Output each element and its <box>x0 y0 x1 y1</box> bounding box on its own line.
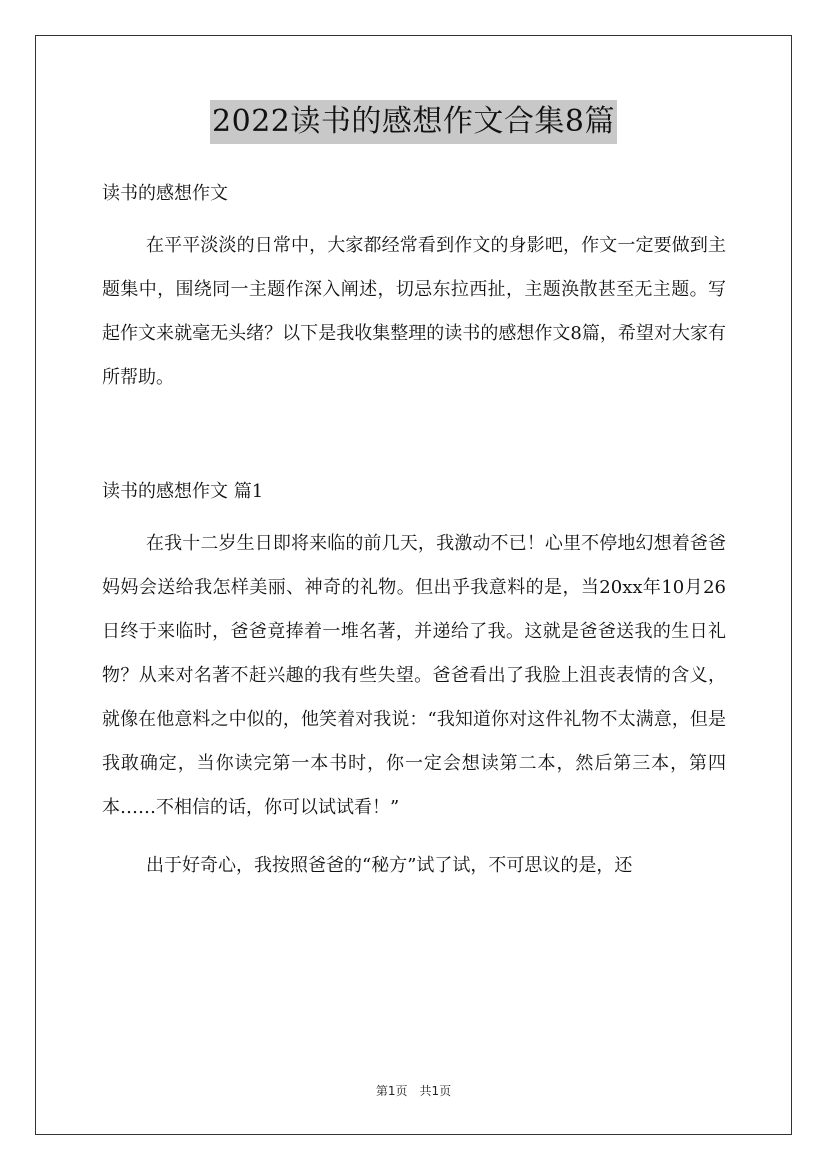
page-number: 第1页 <box>375 1084 408 1098</box>
page-footer <box>0 1082 827 1099</box>
spacer <box>102 514 726 522</box>
section-1-paragraph-1: 在我十二岁生日即将来临的前几天，我激动不已！心里不停地幻想着爸爸妈妈会送给我怎样美丽、神奇的礼物。但出乎我意料的是，当20xx年10月26日终于来临时，爸爸竟捧着一堆名著，并递给了我。这就是爸爸送我的生日礼物？从来对名著不赶兴趣的我有些失望。爸爸看出了我脸上沮丧表情的含义，就像在他意料之中似的，他笑着对我说：“我知道你对这件礼物不太满意，但是我敢确定，当你读完第一本书时，你一定会想读第二本，然后第三本，第四本……不相信的话，你可以试试看！” <box>102 533 726 818</box>
section-1-paragraph-2: 出于好奇心，我按照爸爸的“秘方”试了试，不可思议的是，还 <box>146 855 633 876</box>
document-title <box>0 100 827 144</box>
spacer <box>102 836 726 844</box>
section-heading-intro: 读书的感想作文 <box>102 183 228 204</box>
section-spacer <box>102 400 726 470</box>
intro-paragraph: 在平平淡淡的日常中，大家都经常看到作文的身影吧，作文一定要做到主题集中，围绕同一主题作深入阐述，切忌东拉西扯，主题涣散甚至无主题。写起作文来就毫无头绪？以下是我收集整理的读书的感想作文8篇，希望对大家有所帮助。 <box>102 235 726 388</box>
page-total: 共1页 <box>419 1084 452 1098</box>
spacer <box>102 216 726 224</box>
section-heading-1: 读书的感想作文 篇1 <box>102 481 264 502</box>
document-title-text: 2022读书的感想作文合集8篇 <box>210 100 617 144</box>
document-body <box>102 172 726 888</box>
